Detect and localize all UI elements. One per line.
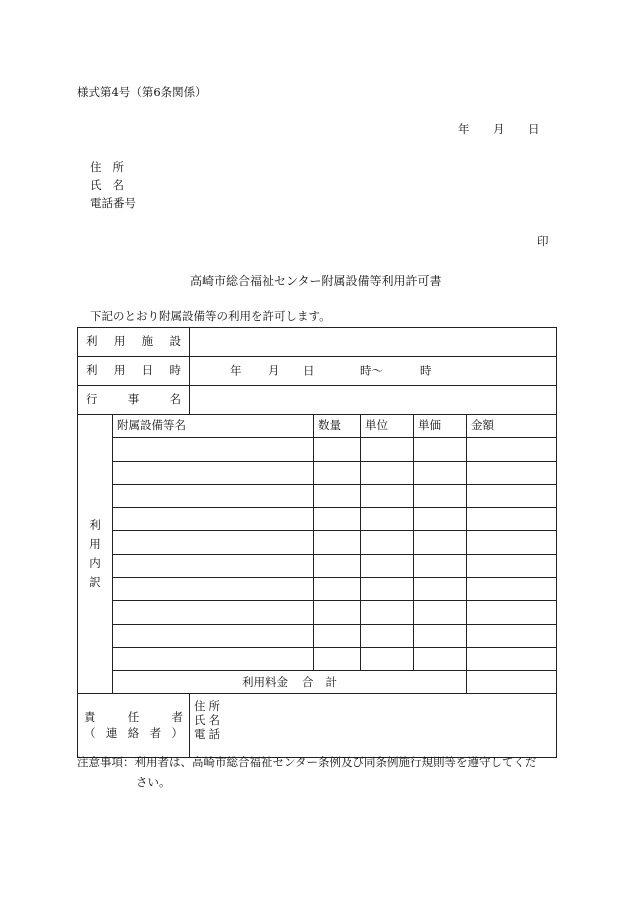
total-label-char: 合 bbox=[302, 674, 314, 689]
datetime-month: 月 bbox=[268, 363, 280, 378]
facility-label-char: 施 bbox=[141, 334, 154, 349]
breakdown-row bbox=[78, 531, 557, 554]
responsible-label-char: （ bbox=[84, 725, 96, 740]
breakdown-row bbox=[78, 508, 557, 531]
total-amount-cell[interactable] bbox=[467, 671, 557, 694]
breakdown-label-char: 用 bbox=[89, 537, 101, 552]
facility-row bbox=[78, 328, 557, 357]
date-day: 日 bbox=[528, 122, 540, 136]
unit-cell[interactable] bbox=[361, 601, 414, 624]
contact-phone-char: 話 bbox=[208, 727, 220, 742]
document-title: 高崎市総合福祉センター附属設備等利用許可書 bbox=[190, 274, 442, 288]
amount-cell[interactable] bbox=[467, 508, 557, 531]
unit-cell[interactable] bbox=[361, 647, 414, 670]
applicant-address-char-2: 所 bbox=[112, 160, 124, 174]
unit-price-cell[interactable] bbox=[414, 647, 467, 670]
facility-label-char: 設 bbox=[169, 334, 181, 349]
unit-price-cell[interactable] bbox=[414, 578, 467, 601]
item-name-cell[interactable] bbox=[113, 461, 314, 484]
datetime-label-char: 用 bbox=[113, 363, 126, 378]
datetime-to: 時 bbox=[420, 363, 432, 378]
notice-text-2: さい。 bbox=[136, 775, 171, 789]
breakdown-row bbox=[78, 624, 557, 647]
form-number: 様式第4号（第6条関係） bbox=[77, 85, 207, 99]
responsible-label-char: 絡 bbox=[127, 725, 140, 740]
event-label-char: 名 bbox=[169, 392, 181, 407]
amount-cell[interactable] bbox=[467, 578, 557, 601]
responsible-label-char: 任 bbox=[127, 710, 140, 725]
date-line bbox=[458, 124, 540, 138]
unit-price-cell[interactable] bbox=[414, 624, 467, 647]
quantity-cell[interactable] bbox=[314, 578, 361, 601]
datetime-from: 時～ bbox=[360, 363, 383, 378]
contact-name-char: 氏 bbox=[194, 713, 206, 728]
applicant-address-label bbox=[90, 162, 124, 174]
responsible-label-char: 者 bbox=[171, 710, 183, 725]
item-name-cell[interactable] bbox=[113, 508, 314, 531]
item-name-cell[interactable] bbox=[113, 531, 314, 554]
header-unit: 単位 bbox=[361, 415, 414, 438]
unit-price-cell[interactable] bbox=[414, 508, 467, 531]
notice-text-1: 利用者は、高崎市総合福祉センター条例及び同条例施行規則等を遵守してくだ bbox=[134, 755, 537, 769]
total-label-fee: 利用料金 bbox=[242, 674, 288, 689]
quantity-cell[interactable] bbox=[314, 601, 361, 624]
amount-cell[interactable] bbox=[467, 461, 557, 484]
total-row bbox=[78, 671, 557, 694]
datetime-row bbox=[78, 357, 557, 386]
breakdown-label-char: 訳 bbox=[89, 575, 101, 590]
datetime-label-char: 利 bbox=[86, 363, 98, 378]
breakdown-label-cell bbox=[78, 415, 113, 694]
breakdown-row bbox=[78, 438, 557, 461]
quantity-cell[interactable] bbox=[314, 461, 361, 484]
date-month: 月 bbox=[493, 122, 505, 136]
event-row bbox=[78, 386, 557, 415]
unit-cell[interactable] bbox=[361, 624, 414, 647]
facility-label-cell bbox=[78, 328, 190, 357]
unit-cell[interactable] bbox=[361, 531, 414, 554]
item-name-cell[interactable] bbox=[113, 554, 314, 577]
event-label-cell bbox=[78, 386, 190, 415]
datetime-label-char: 時 bbox=[169, 363, 181, 378]
responsible-label-line1 bbox=[84, 712, 183, 724]
amount-cell[interactable] bbox=[467, 554, 557, 577]
item-name-cell[interactable] bbox=[113, 601, 314, 624]
breakdown-label-char: 利 bbox=[89, 518, 101, 533]
responsible-label-cell bbox=[78, 694, 190, 758]
contact-address-label bbox=[194, 699, 220, 713]
amount-cell[interactable] bbox=[467, 438, 557, 461]
unit-cell[interactable] bbox=[361, 461, 414, 484]
datetime-label-char: 日 bbox=[141, 363, 154, 378]
responsible-label-char: 責 bbox=[84, 710, 96, 725]
breakdown-row bbox=[78, 554, 557, 577]
quantity-cell[interactable] bbox=[314, 508, 361, 531]
quantity-cell[interactable] bbox=[314, 554, 361, 577]
responsible-contact-cell[interactable] bbox=[190, 694, 557, 758]
notice-label: 注意事項： bbox=[77, 755, 135, 769]
amount-cell[interactable] bbox=[467, 531, 557, 554]
unit-price-cell[interactable] bbox=[414, 531, 467, 554]
permit-form-table bbox=[77, 327, 557, 758]
applicant-name-label bbox=[90, 180, 124, 192]
item-name-cell[interactable] bbox=[113, 438, 314, 461]
intro-text: 下記のとおり附属設備等の利用を許可します。 bbox=[90, 309, 331, 323]
total-label-char: 計 bbox=[325, 674, 337, 689]
event-value-cell[interactable] bbox=[190, 386, 557, 415]
facility-label-char: 用 bbox=[113, 334, 126, 349]
amount-cell[interactable] bbox=[467, 601, 557, 624]
header-amount: 金額 bbox=[467, 415, 557, 438]
responsible-label-char: 者 bbox=[149, 725, 162, 740]
unit-price-cell[interactable] bbox=[414, 601, 467, 624]
unit-price-cell[interactable] bbox=[414, 438, 467, 461]
unit-cell[interactable] bbox=[361, 438, 414, 461]
contact-phone-char: 電 bbox=[194, 727, 206, 742]
breakdown-row bbox=[78, 647, 557, 670]
datetime-day: 日 bbox=[303, 363, 315, 378]
datetime-label-cell bbox=[78, 357, 190, 386]
notice-line-1 bbox=[77, 757, 537, 769]
breakdown-label-char: 内 bbox=[89, 556, 101, 571]
unit-price-cell[interactable] bbox=[414, 461, 467, 484]
unit-price-cell[interactable] bbox=[414, 484, 467, 507]
unit-price-cell[interactable] bbox=[414, 554, 467, 577]
applicant-address-char-1: 住 bbox=[90, 160, 102, 174]
seal-mark: 印 bbox=[537, 234, 549, 248]
total-label-cell bbox=[113, 671, 467, 694]
responsible-label-char: 連 bbox=[105, 725, 118, 740]
unit-cell[interactable] bbox=[361, 578, 414, 601]
datetime-value-cell[interactable] bbox=[190, 357, 557, 386]
responsible-label-char: ） bbox=[171, 725, 183, 740]
contact-address-char: 住 bbox=[194, 699, 206, 714]
quantity-cell[interactable] bbox=[314, 531, 361, 554]
event-label-char: 事 bbox=[127, 392, 140, 407]
item-name-cell[interactable] bbox=[113, 484, 314, 507]
contact-phone-label bbox=[194, 727, 220, 741]
date-year: 年 bbox=[458, 122, 470, 136]
unit-cell[interactable] bbox=[361, 554, 414, 577]
breakdown-row bbox=[78, 601, 557, 624]
item-name-cell[interactable] bbox=[113, 578, 314, 601]
quantity-cell[interactable] bbox=[314, 624, 361, 647]
amount-cell[interactable] bbox=[467, 647, 557, 670]
item-name-cell[interactable] bbox=[113, 624, 314, 647]
applicant-name-char-2: 名 bbox=[112, 178, 124, 192]
contact-name-char: 名 bbox=[208, 713, 220, 728]
responsible-row bbox=[78, 694, 557, 758]
amount-cell[interactable] bbox=[467, 484, 557, 507]
facility-value-cell[interactable] bbox=[190, 328, 557, 357]
unit-cell[interactable] bbox=[361, 508, 414, 531]
breakdown-header-row bbox=[78, 415, 557, 438]
quantity-cell[interactable] bbox=[314, 438, 361, 461]
event-label-char: 行 bbox=[86, 392, 98, 407]
breakdown-row bbox=[78, 484, 557, 507]
item-name-cell[interactable] bbox=[113, 647, 314, 670]
facility-label-char: 利 bbox=[86, 334, 98, 349]
unit-cell[interactable] bbox=[361, 484, 414, 507]
breakdown-row bbox=[78, 461, 557, 484]
breakdown-row bbox=[78, 578, 557, 601]
header-unit-price: 単価 bbox=[414, 415, 467, 438]
header-quantity: 数量 bbox=[314, 415, 361, 438]
amount-cell[interactable] bbox=[467, 624, 557, 647]
permit-form-body bbox=[78, 328, 557, 758]
applicant-name-char-1: 氏 bbox=[90, 178, 102, 192]
contact-name-label bbox=[194, 713, 220, 727]
responsible-label-line2 bbox=[84, 725, 183, 740]
header-item-name: 附属設備等名 bbox=[113, 415, 314, 438]
applicant-phone-label: 電話番号 bbox=[90, 196, 136, 210]
datetime-year: 年 bbox=[230, 363, 242, 378]
quantity-cell[interactable] bbox=[314, 484, 361, 507]
contact-address-char: 所 bbox=[208, 699, 220, 714]
quantity-cell[interactable] bbox=[314, 647, 361, 670]
